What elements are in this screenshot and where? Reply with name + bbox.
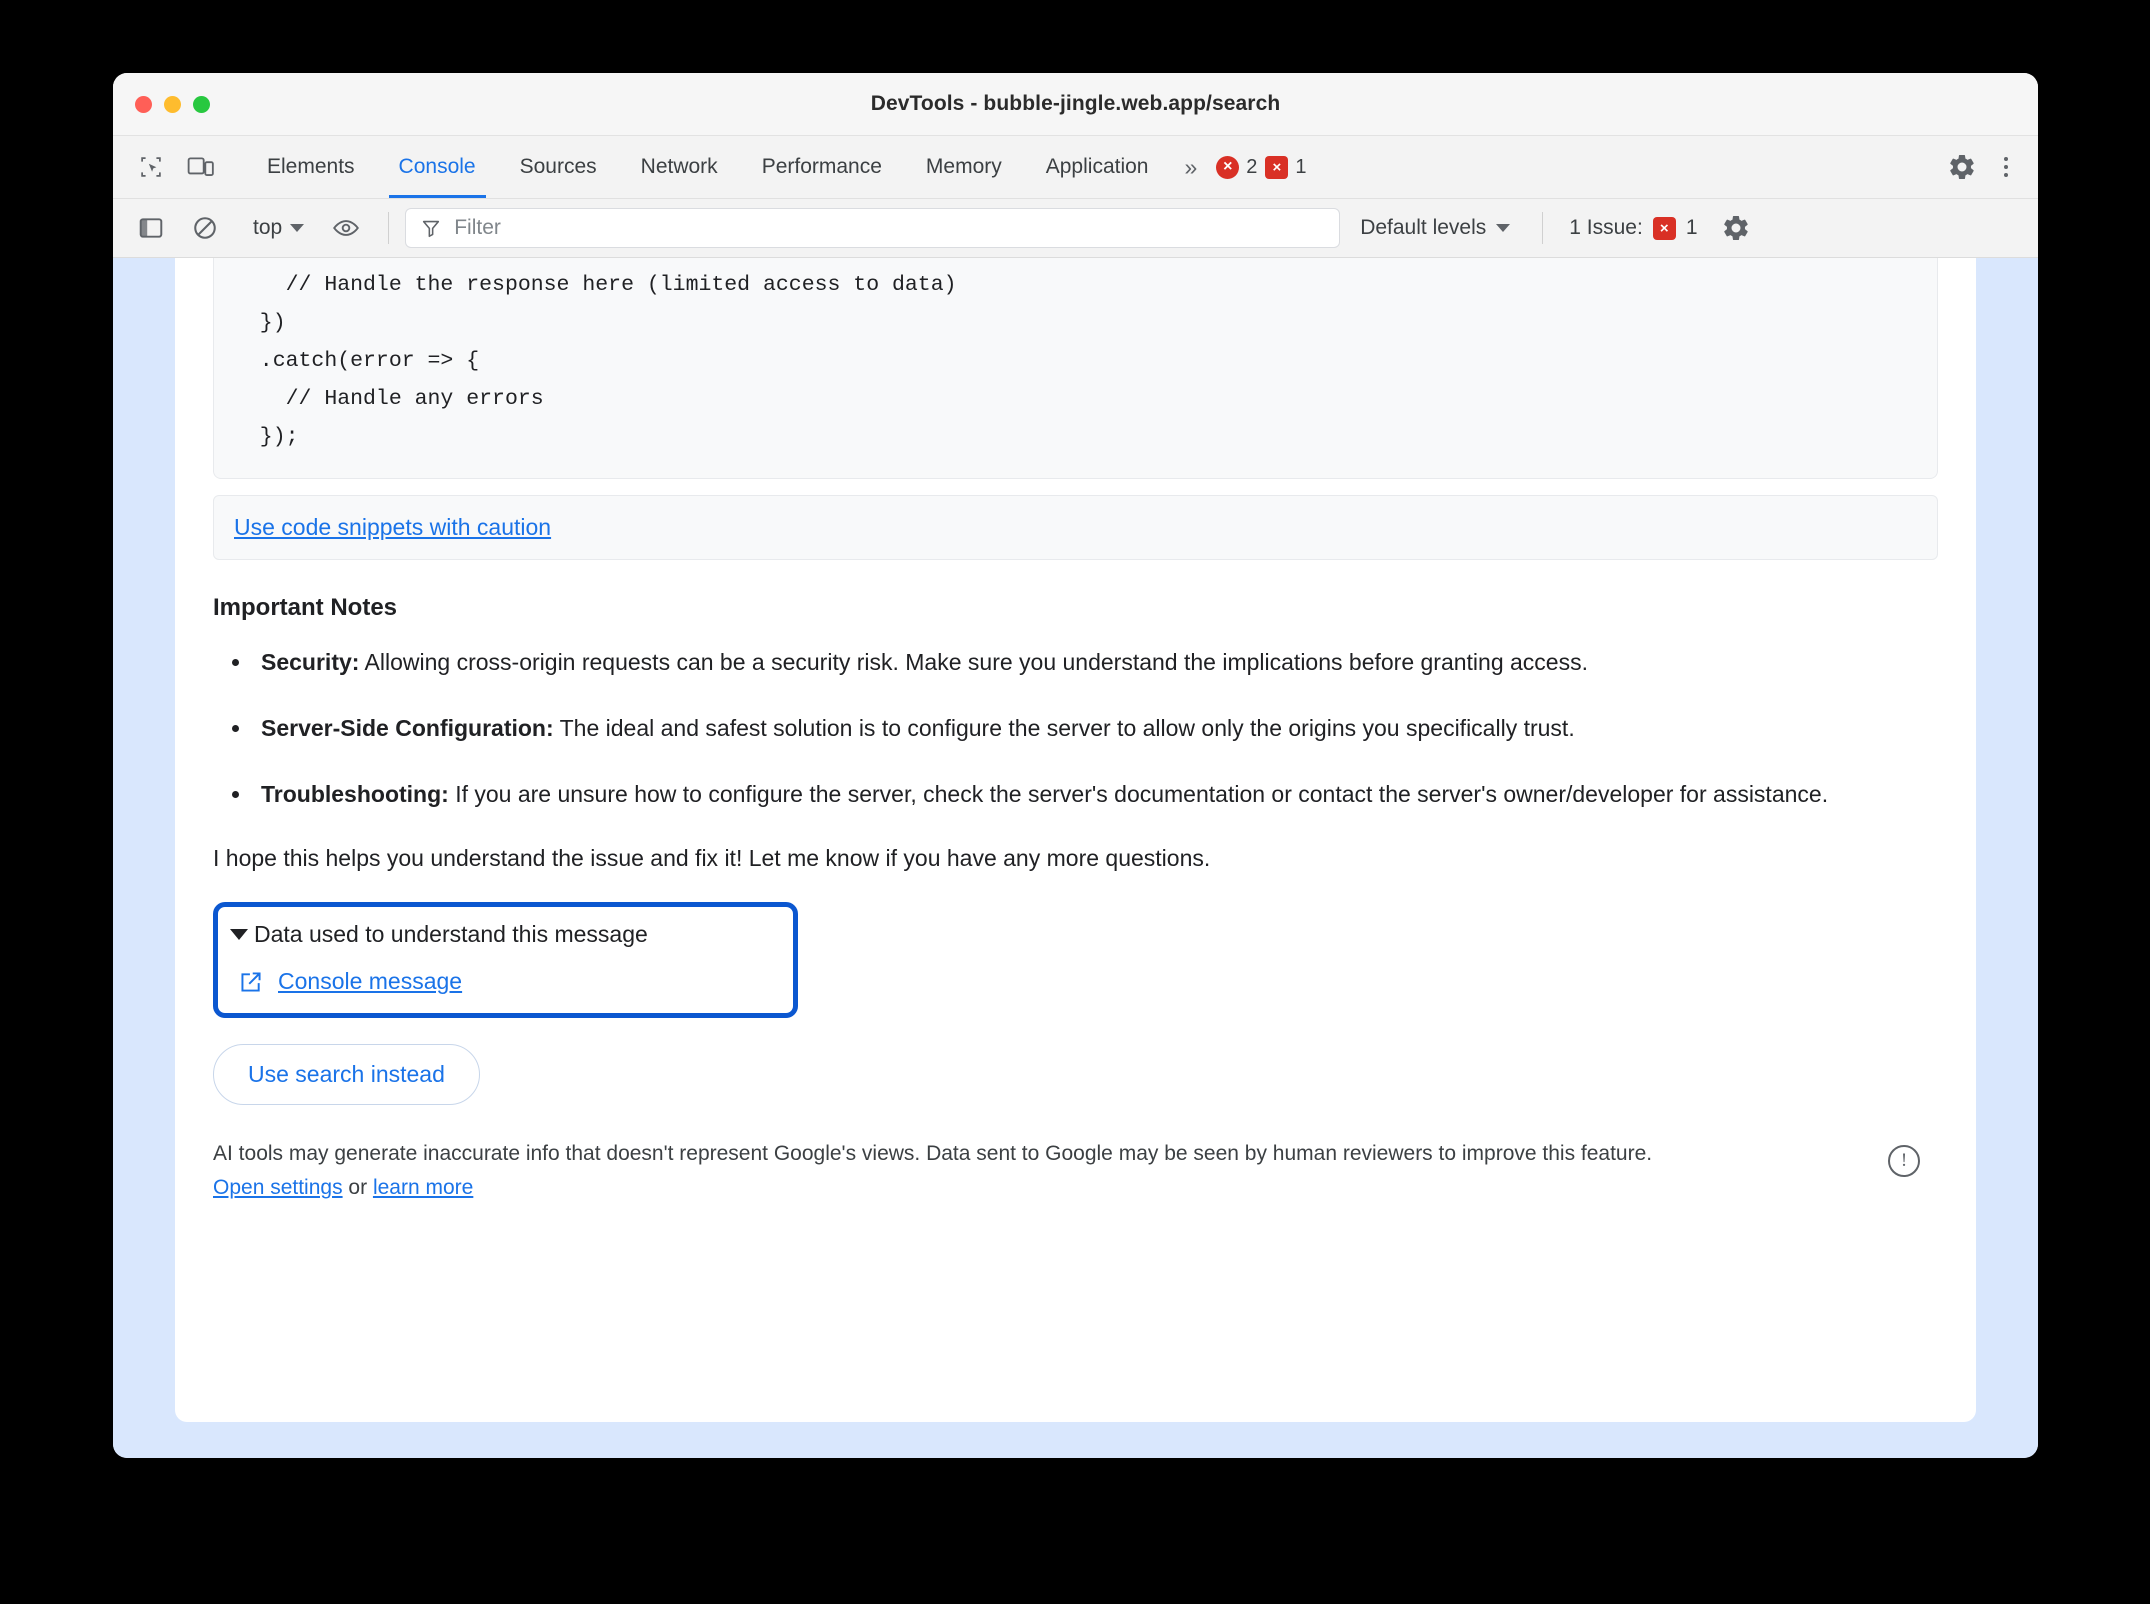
show-console-sidebar-icon[interactable] bbox=[127, 206, 175, 250]
tab-application[interactable]: Application bbox=[1045, 155, 1149, 178]
device-toolbar-icon[interactable] bbox=[177, 145, 225, 189]
list-item bbox=[253, 772, 1938, 816]
disclaimer-text bbox=[213, 1137, 1683, 1205]
inspect-element-icon[interactable] bbox=[127, 145, 175, 189]
data-used-section[interactable] bbox=[213, 902, 798, 1018]
chevron-down-icon bbox=[290, 224, 304, 232]
devtools-window bbox=[113, 73, 2038, 1458]
tab-memory[interactable]: Memory bbox=[925, 155, 1002, 178]
console-message-link[interactable]: Console message bbox=[278, 968, 463, 994]
issue-icon: × bbox=[1653, 217, 1676, 240]
chevron-down-icon bbox=[1496, 224, 1510, 232]
chevron-down-icon bbox=[230, 929, 248, 940]
clear-console-icon[interactable] bbox=[181, 206, 229, 250]
list-item bbox=[253, 706, 1938, 750]
tab-console[interactable]: Console bbox=[377, 136, 498, 198]
ai-disclaimer bbox=[213, 1137, 1938, 1235]
open-in-new-icon bbox=[238, 969, 264, 995]
more-tabs-icon[interactable]: » bbox=[1184, 153, 1195, 180]
toolbar-divider bbox=[388, 212, 389, 244]
note-text: Allowing cross-origin requests can be a security risk. Make sure you understand the implications before granting access. bbox=[359, 649, 1588, 675]
error-counter[interactable] bbox=[1216, 156, 1257, 179]
important-notes-list bbox=[213, 640, 1938, 816]
note-term: Server-Side Configuration: bbox=[261, 715, 554, 741]
code-caution-bar bbox=[213, 495, 1938, 560]
code-caution-link[interactable]: Use code snippets with caution bbox=[234, 514, 552, 540]
toolbar-divider-2 bbox=[1542, 212, 1543, 244]
issues-label: 1 Issue: bbox=[1569, 216, 1643, 239]
panel-tabs bbox=[245, 136, 1170, 198]
closing-paragraph: I hope this helps you understand the issue and fix it! Let me know if you have any more questions. bbox=[213, 845, 1211, 871]
warning-counter[interactable] bbox=[1265, 156, 1306, 179]
use-search-instead-button[interactable]: Use search instead bbox=[213, 1044, 480, 1105]
disclaimer-part1: AI tools may generate inaccurate info that doesn't represent Google's views. Data sent to Google may be seen by human reviewers to improve this feature. bbox=[213, 1142, 1653, 1165]
data-used-header[interactable] bbox=[230, 921, 775, 948]
warning-count: 1 bbox=[1295, 155, 1307, 178]
ai-assistance-message-card bbox=[175, 258, 1976, 1422]
info-icon[interactable]: ! bbox=[1888, 1145, 1920, 1177]
code-line: }); bbox=[234, 425, 299, 449]
issue-icon: × bbox=[1265, 156, 1288, 179]
disclaimer-or: or bbox=[342, 1176, 373, 1199]
error-icon: × bbox=[1216, 156, 1239, 179]
code-line: .catch(error => { bbox=[234, 349, 480, 373]
filter-icon bbox=[420, 217, 442, 239]
gear-icon[interactable] bbox=[1938, 145, 1986, 189]
note-text: If you are unsure how to configure the server, check the server's documentation or contact the server's owner/developer for assistance. bbox=[448, 781, 1829, 807]
note-term: Security: bbox=[261, 649, 360, 675]
code-snippet-block bbox=[213, 258, 1938, 479]
list-item bbox=[253, 640, 1938, 684]
log-levels-label: Default levels bbox=[1360, 216, 1487, 239]
tab-performance[interactable]: Performance bbox=[761, 155, 882, 178]
learn-more-link[interactable]: learn more bbox=[372, 1176, 474, 1199]
data-used-label: Data used to understand this message bbox=[254, 921, 648, 947]
javascript-context-select[interactable] bbox=[239, 216, 318, 240]
log-levels-select[interactable] bbox=[1344, 216, 1526, 240]
note-text: The ideal and safest solution is to configure the server to allow only the origins you specifically trust. bbox=[553, 715, 1575, 741]
kebab-menu-icon[interactable] bbox=[1988, 157, 2024, 177]
devtools-tab-bar bbox=[113, 136, 2038, 199]
important-notes-title: Important Notes bbox=[213, 594, 398, 621]
live-expression-eye-icon[interactable] bbox=[322, 206, 370, 250]
message-content bbox=[175, 258, 1976, 1235]
issues-button[interactable] bbox=[1559, 216, 1707, 240]
console-filter-input[interactable] bbox=[405, 208, 1340, 248]
title-bar bbox=[113, 73, 2038, 136]
tab-network[interactable]: Network bbox=[640, 155, 718, 178]
tab-elements[interactable]: Elements bbox=[267, 155, 355, 178]
issues-count: 1 bbox=[1685, 216, 1698, 239]
open-settings-link[interactable]: Open settings bbox=[213, 1176, 343, 1199]
console-toolbar bbox=[113, 199, 2038, 258]
context-label: top bbox=[253, 216, 283, 239]
error-count: 2 bbox=[1246, 155, 1258, 178]
window-title: DevTools - bubble-jingle.web.app/search bbox=[870, 92, 1281, 115]
code-line: }) bbox=[234, 311, 286, 335]
note-term: Troubleshooting: bbox=[261, 781, 449, 807]
code-line: // Handle the response here (limited access to data) bbox=[234, 273, 957, 297]
console-message-link-row[interactable] bbox=[230, 968, 775, 995]
console-output-area[interactable] bbox=[113, 258, 2038, 1458]
tab-sources[interactable]: Sources bbox=[519, 155, 597, 178]
console-settings-gear-icon[interactable] bbox=[1712, 206, 1760, 250]
code-line: // Handle any errors bbox=[234, 387, 544, 411]
filter-placeholder: Filter bbox=[454, 216, 501, 239]
